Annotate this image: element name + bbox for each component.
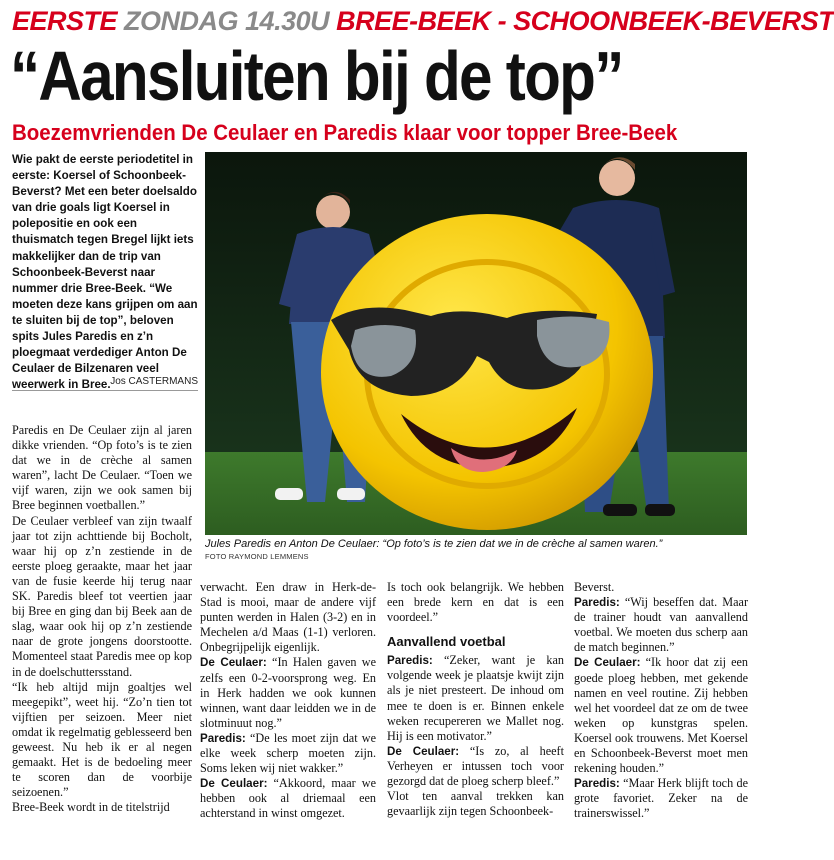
column3-paragraph: Paredis: “Zeker, want je kan volgende week je plaatsje kwijt zijn als je niet presteert. De inhoud om mee te doen is er. Binnen enkele weken recupereren we Mallet nog. Hij is een motivator.” [387,653,565,743]
speaker-label: Paredis: [574,777,620,791]
kicker-division: EERSTE [12,6,118,36]
article-column-2 [200,580,376,822]
column4-paragraph: De Ceulaer: “Ik hoor dat zij een goede ploeg hebben, met gekende namen en veel routine. Zij hebben wel het voordeel dat ze om de twee weken op kunstgras spelen. Koersel ook trouwens. Met Koersel en Schoonbeek-Beverst moet men rekening houden.” [574,655,749,776]
article-intro: Wie pakt de eerste periodetitel in eerste: Koersel of Schoonbeek-Beverst? Met een beter doelsaldo van drie goals ligt Koersel in polepositie en ook een thuismatch tegen Bregel lijkt iets makkelijker dan de trip van Schoonbeek-Beverst naar nummer drie Bree-Beek. “We moeten deze kans grijpen om aan te sluiten bij de top”, beloven spits Jules Paredis en z’n ploegmaat verdediger Anton De Ceulaer de Bilzenaren veel weerwerk in Bree. [12,153,198,392]
photo-illustration [205,152,747,535]
photo-credit: FOTO RAYMOND LEMMENS [205,552,309,561]
column4-paragraph: Paredis: “Maar Herk blijft toch de grote favoriet. Zeker na de trainerswissel.” [574,776,748,821]
column4-paragraph: Paredis: “Wij beseffen dat. Maar de trainer houdt van aanvallend voetbal. We moeten dus scherp aan de match beginnen.” [574,595,749,655]
column1-paragraph: “Ik heb altijd mijn goaltjes wel meegepikt”, weet hij. “Zo’n tien tot vijftien per seizoen. Meer niet omdat ik regelmatig geblesseerd ben geweest. Nu heb ik er al negen gemaakt. Het is de bedoeling meer te scoren dan de voorbije seizoenen.” [12,679,192,800]
photo-caption: Jules Paredis en Anton De Ceulaer: “Op foto’s is te zien dat we in de crèche al samen waren.” [205,538,663,550]
article-photo [205,152,747,535]
column3-paragraph: De Ceulaer: “Is zo, al heeft Verheyen er intussen toch voor gezorgd dat de ploeg scherp bleef.” [387,743,565,789]
speaker-label: De Ceulaer: [200,777,268,791]
column3-paragraph: Vlot ten aanval trekken kan gevaarlijk zijn tegen Schoonbeek- [387,789,564,819]
section-heading: Aanvallend voetbal [387,634,506,650]
kicker-match: BREE-BEEK - SCHOONBEEK-BEVERST [336,6,834,36]
column3-lead: Is toch ook belangrijk. We hebben een brede kern en dat is een voordeel.” [387,580,564,625]
column2-paragraph: De Ceulaer: “In Halen gaven we zelfs een 0-2-voorsprong weg. En in Herk hadden we ook kunnen winnen, want daar leidden we in de slotminuut nog.” [200,655,376,730]
speaker-label: De Ceulaer: [574,656,641,670]
article-column-3 [387,580,564,819]
speaker-label: Paredis: [200,731,246,745]
speaker-label: Paredis: [574,596,620,610]
column1-paragraph: De Ceulaer verbleef van zijn twaalf jaar tot zijn achttiende bij Bocholt, waar hij op z’n zestiende in de eerste ploeg geraakte, maar het jaar van de fusie keerde hij terug naar SK. Paredis bleef tot veertien jaar bij Bree en ging dan bij Beek aan de slag, waar ook hij op z’n zestiende naar de grote jongens doorstootte. Momenteel staat Paredis mee op kop in de doelschuttersstand. [12,513,192,679]
column1-paragraph: Paredis en De Ceulaer zijn al jaren dikke vrienden. “Op foto’s is te zien dat we in de crèche al samen waren”, lacht De Ceulaer. “Toen we vijf waren, zijn we ook samen bij Bree beginnen voetballen.” [12,423,192,513]
column2-paragraph: verwacht. Een draw in Herk-de-Stad is mooi, maar de andere vijf punten werden in Halen (3-2) en in Mechelen a/d Maas (1-1) verloren. Onbegrijpelijk eigenlijk. [200,580,376,655]
smiley-float [321,214,653,530]
column1-paragraph: Bree-Beek wordt in de titelstrijd [12,800,170,815]
column2-paragraph: Paredis: “De les moet zijn dat we elke week scherp moeten zijn. Soms leken wij niet wakker.” [200,730,377,776]
article-subheadline: Boezemvrienden De Ceulaer en Paredis klaar voor topper Bree-Beek [12,120,678,145]
article-column-1 [12,423,192,815]
speaker-label: De Ceulaer: [387,744,460,758]
byline: Jos CASTERMANS [12,376,198,391]
section-kicker [12,4,834,38]
speaker-label: Paredis: [387,654,433,668]
kicker-time: ZONDAG 14.30U [124,6,330,36]
article-headline: “Aansluiten bij de top” [10,37,623,115]
column4-paragraph: Beverst. [574,580,615,594]
speaker-label: De Ceulaer: [200,656,267,670]
column2-paragraph: De Ceulaer: “Akkoord, maar we hebben ook al driemaal een achterstand in winst omgezet. [200,776,376,821]
article-column-4 [574,580,748,822]
